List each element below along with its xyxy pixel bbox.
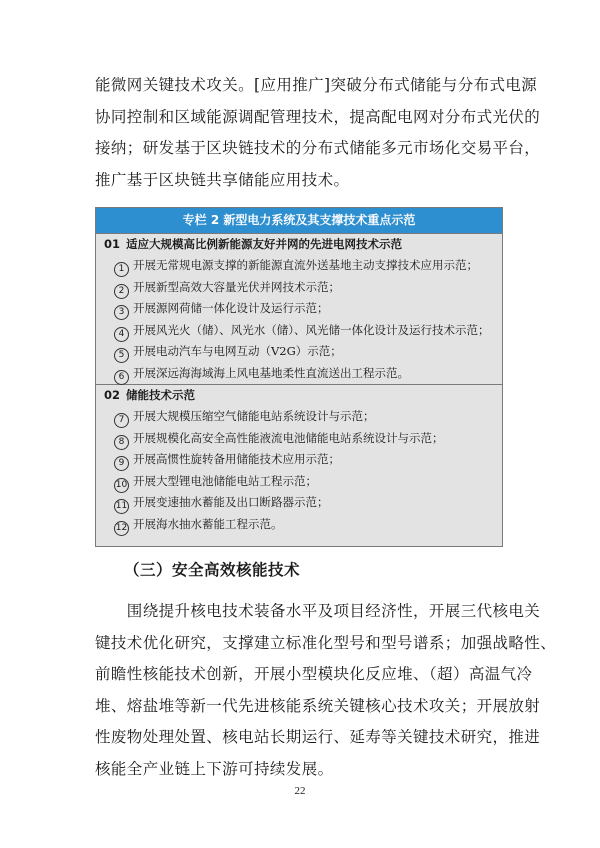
section-number: 02 xyxy=(104,388,121,402)
section-title xyxy=(102,385,502,406)
list-item xyxy=(102,428,502,450)
page-number: 22 xyxy=(294,785,306,797)
circled-number: 6 xyxy=(114,370,129,385)
list-item xyxy=(102,514,502,536)
text-line: 能微网关键技术攻关。[应用推广]突破分布式储能与分布式电源 xyxy=(95,76,538,94)
item-text: 开展源网荷储一体化设计及运行示范； xyxy=(133,301,329,315)
body-paragraph xyxy=(95,596,557,785)
item-text: 开展电动汽车与电网互动（V2G）示范； xyxy=(133,344,342,358)
text-line: 围绕提升核电技术装备水平及项目经济性，开展三代核电关 xyxy=(95,602,541,620)
circled-number: 8 xyxy=(114,435,129,450)
list-item xyxy=(102,255,502,277)
section-title xyxy=(102,234,502,255)
circled-number: 2 xyxy=(114,284,129,299)
list-item xyxy=(102,449,502,471)
item-text: 开展大型锂电池储能电站工程示范； xyxy=(133,473,317,488)
section-title-text: 适应大规模高比例新能源友好并网的先进电网技术示范 xyxy=(126,237,403,251)
item-text: 开展规模化高安全高性能液流电池储能电站系统设计与示范； xyxy=(133,430,444,445)
section-heading: （三）安全高效核能技术 xyxy=(124,561,301,579)
box-section-grid-tech xyxy=(96,234,502,384)
column-box-title: 专栏 2 新型电力系统及其支撑技术重点示范 xyxy=(96,208,502,234)
circled-number: 7 xyxy=(114,413,129,428)
text-line: 协同控制和区域能源调配管理技术，提高配电网对分布式光伏的 xyxy=(95,107,541,126)
circled-number: 4 xyxy=(114,327,129,342)
item-text: 开展高惯性旋转备用储能技术应用示范； xyxy=(133,452,340,466)
section-number: 01 xyxy=(104,237,121,251)
list-item xyxy=(102,406,502,428)
section-title-text: 储能技术示范 xyxy=(126,388,196,402)
text-line: 前瞻性核能技术创新，开展小型模块化反应堆、（超）高温气冷 xyxy=(95,665,533,683)
text-line: 性废物处理处置、核电站长期运行、延寿等关键技术研究，推进 xyxy=(95,728,541,746)
text-line: 堆、熔盐堆等新一代先进核能系统关键核心技术攻关；开展放射 xyxy=(95,696,541,715)
item-text: 开展海水抽水蓄能工程示范。 xyxy=(133,516,283,531)
list-item xyxy=(102,277,502,299)
circled-number: 10 xyxy=(114,478,129,493)
text-line: 接纳；研发基于区块链技术的分布式储能多元市场化交易平台， xyxy=(95,139,541,157)
item-text: 开展无常规电源支撑的新能源直流外送基地主动支撑技术应用示范； xyxy=(133,258,478,272)
circled-number: 3 xyxy=(114,305,129,320)
box-section-storage-tech xyxy=(96,384,502,535)
list-item xyxy=(102,320,502,342)
intro-paragraph xyxy=(95,70,541,196)
item-text: 开展新型高效大容量光伏并网技术示范； xyxy=(133,279,340,294)
circled-number: 11 xyxy=(114,499,129,514)
circled-number: 9 xyxy=(114,456,129,471)
item-text: 开展大规模压缩空气储能电站系统设计与示范； xyxy=(133,409,375,423)
list-item xyxy=(102,298,502,320)
item-text: 开展深远海海域海上风电基地柔性直流送出工程示范。 xyxy=(133,365,409,380)
circled-number: 12 xyxy=(114,521,129,536)
list-item xyxy=(102,471,502,493)
list-item xyxy=(102,363,502,385)
text-line: 键技术优化研究，支撑建立标准化型号和型号谱系；加强战略性、 xyxy=(95,633,557,652)
circled-number: 1 xyxy=(114,262,129,277)
text-line: 推广基于区块链共享储能应用技术。 xyxy=(95,170,350,189)
item-text: 开展变速抽水蓄能及出口断路器示范； xyxy=(133,495,329,509)
list-item xyxy=(102,341,502,363)
list-item xyxy=(102,492,502,514)
circled-number: 5 xyxy=(114,348,129,363)
column-box xyxy=(95,207,503,547)
item-text: 开展风光火（储）、风光水（储）、风光储一体化设计及运行技术示范； xyxy=(133,322,490,337)
text-line: 核能全产业链上下游可持续发展。 xyxy=(95,759,334,778)
